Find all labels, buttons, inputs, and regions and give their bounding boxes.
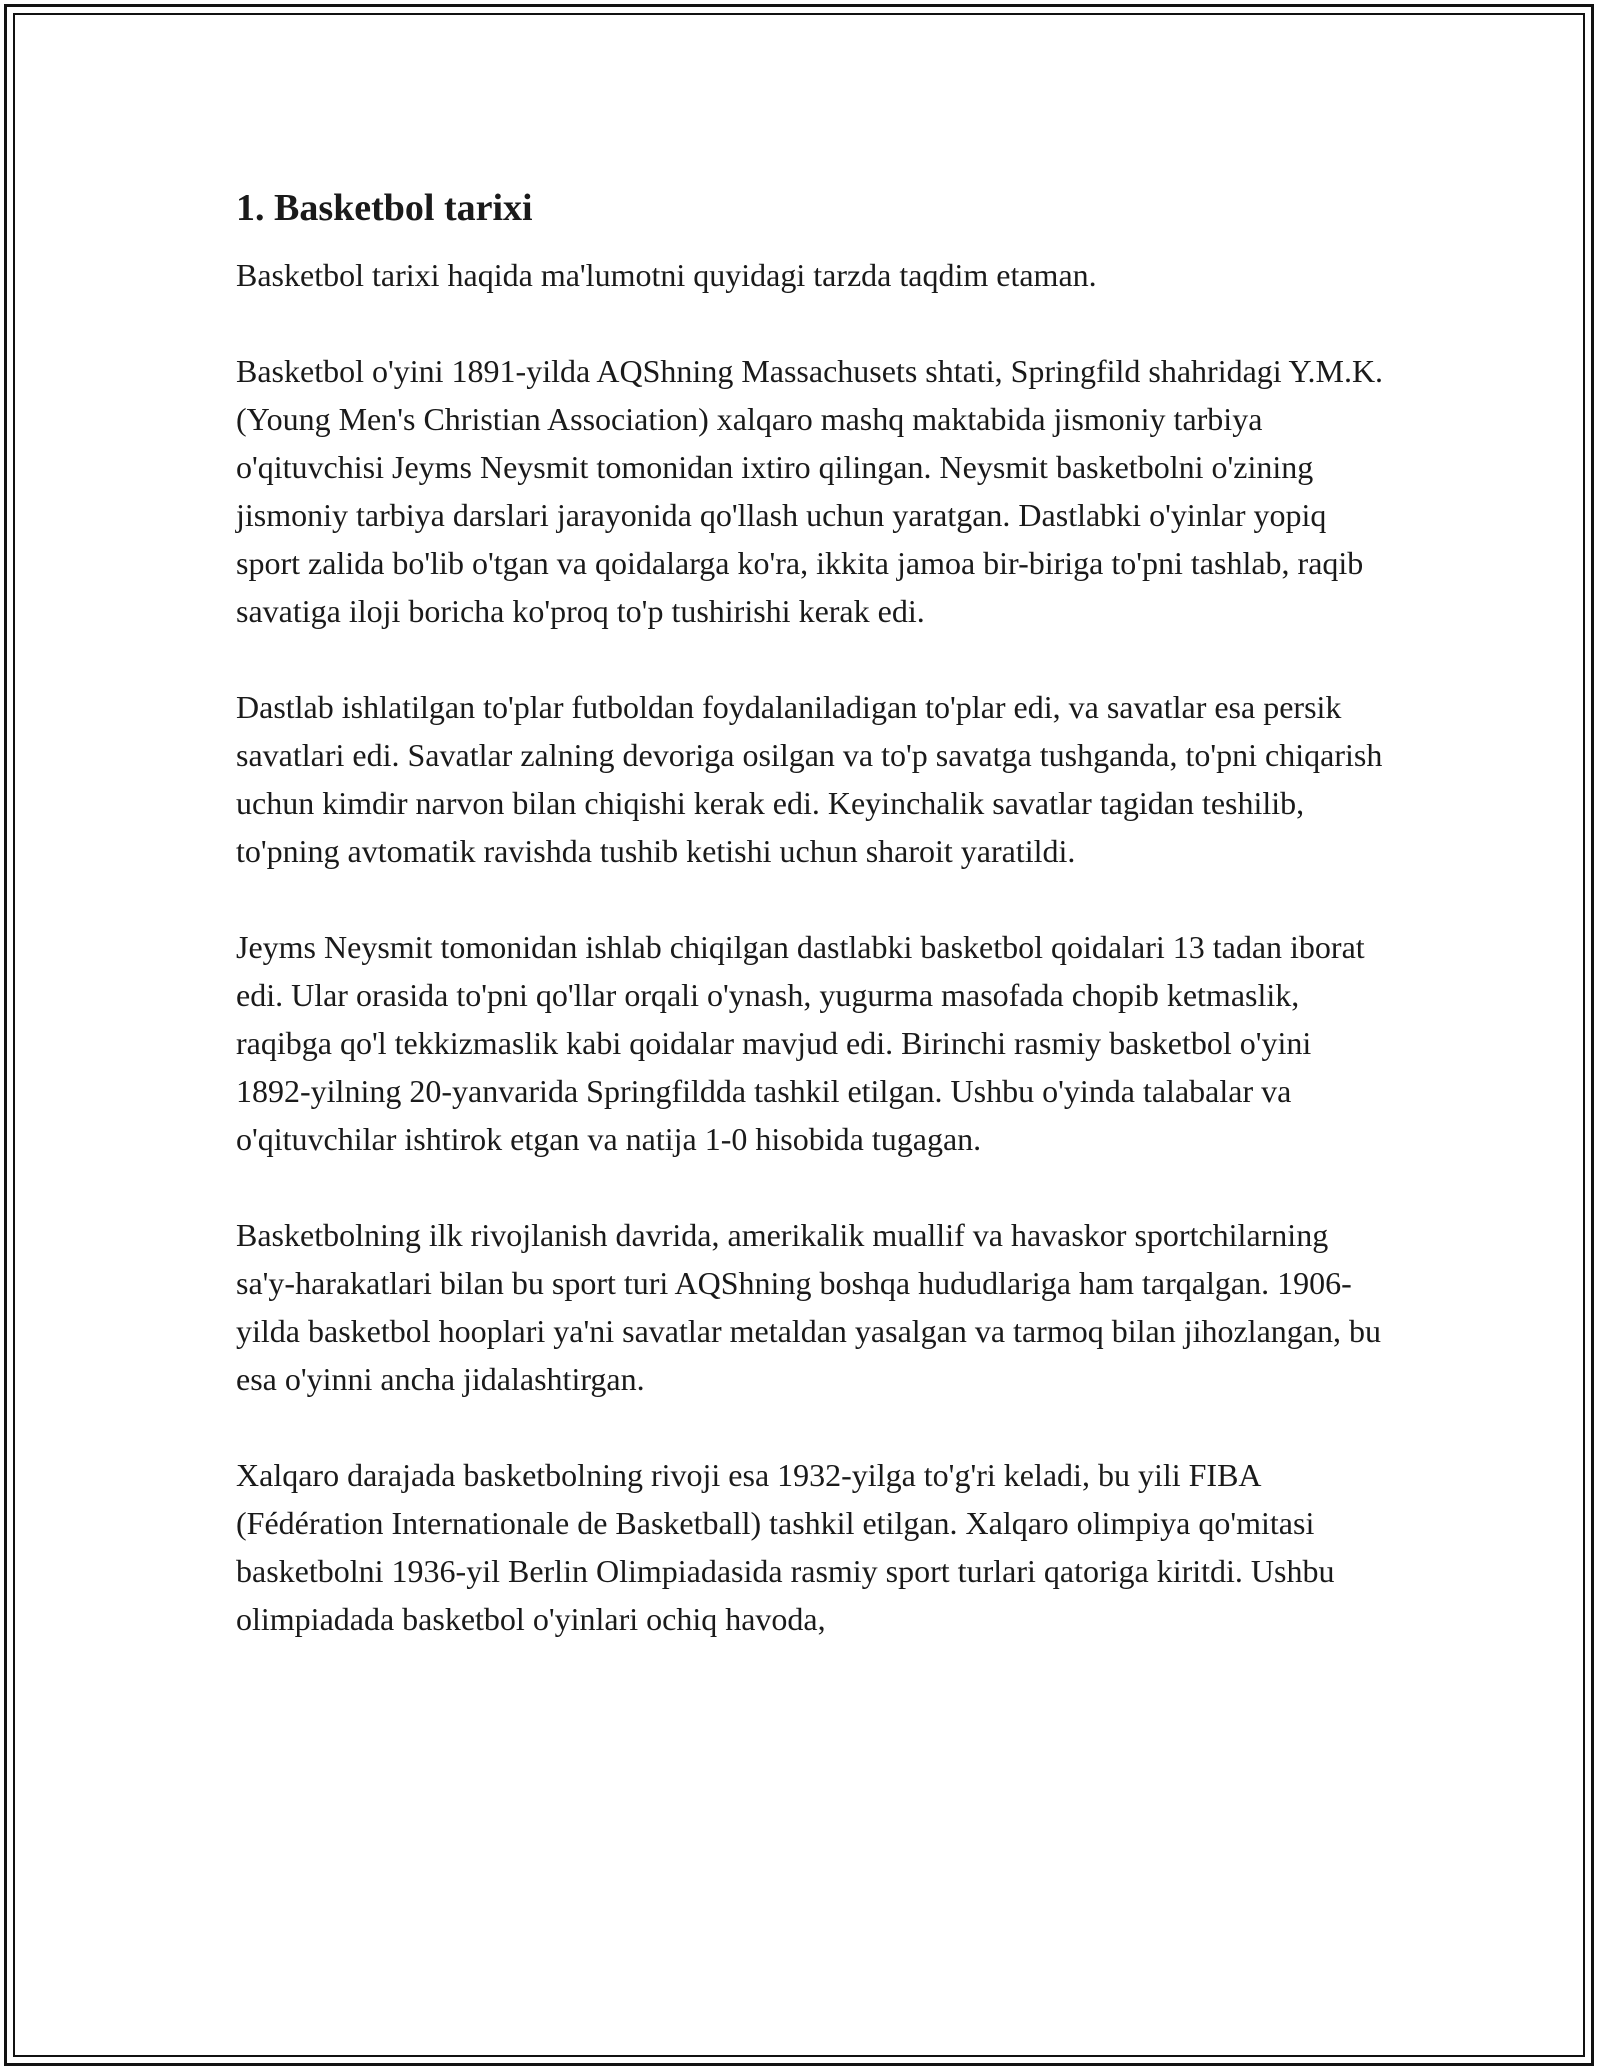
section-heading: 1. Basketbol tarixi <box>236 187 533 229</box>
paragraph-rules: Jeyms Neysmit tomonidan ishlab chiqilgan dastlabki basketbol qoidalari 13 tadan iborat edi. Ular orasida to'pni qo'llar orqali o'ynash, yugurma masofada chopib ketmaslik, raqibga qo'l tekkizmaslik kabi qoidalar mavjud edi. Birinchi rasmiy basketbol o'yini 1892-yilning 20-yanvarida Springfildda tashkil etilgan. Ushbu o'yinda talabalar va o'qituvchilar ishtirok etgan va natija 1-0 hisobida tugagan. <box>236 929 1365 1157</box>
paragraph-early-development: Basketbolning ilk rivojlanish davrida, amerikalik muallif va havaskor sportchilarning sa'y-harakatlari bilan bu sport turi AQShning boshqa hududlariga ham tarqalgan. 1906-yilda basketbol hooplari ya'ni savatlar metaldan yasalgan va tarmoq bilan jihozlangan, bu esa o'yinni ancha jidalashtirgan. <box>236 1217 1381 1397</box>
document-body <box>236 185 1386 1691</box>
paragraph-invention: Basketbol o'yini 1891-yilda AQShning Massachusets shtati, Springfild shahridagi Y.M.K. (Young Men's Christian Association) xalqaro mashq maktabida jismoniy tarbiya o'qituvchisi Jeyms Neysmit tomonidan ixtiro qilingan. Neysmit basketbolni o'zining jismoniy tarbiya darslari jarayonida qo'llash uchun yaratgan. Dastlabki o'yinlar yopiq sport zalida bo'lib o'tgan va qoidalarga ko'ra, ikkita jamoa bir-biriga to'pni tashlab, raqib savatiga iloji boricha ko'proq to'p tushirishi kerak edi. <box>236 353 1384 629</box>
paragraph-international: Xalqaro darajada basketbolning rivoji esa 1932-yilga to'g'ri keladi, bu yili FIBA (Fédération Internationale de Basketball) tashkil etilgan. Xalqaro olimpiya qo'mitasi basketbolni 1936-yil Berlin Olimpiadasida rasmiy sport turlari qatoriga kiritdi. Ushbu olimpiadada basketbol o'yinlari ochiq havoda, <box>236 1457 1335 1637</box>
paragraph-balls-baskets: Dastlab ishlatilgan to'plar futboldan foydalaniladigan to'plar edi, va savatlar esa persik savatlari edi. Savatlar zalning devoriga osilgan va to'p savatga tushganda, to'pni chiqarish uchun kimdir narvon bilan chiqishi kerak edi. Keyinchalik savatlar tagidan teshilib, to'pning avtomatik ravishda tushib ketishi uchun sharoit yaratildi. <box>236 689 1383 869</box>
intro-paragraph: Basketbol tarixi haqida ma'lumotni quyidagi tarzda taqdim etaman. <box>236 257 1097 293</box>
